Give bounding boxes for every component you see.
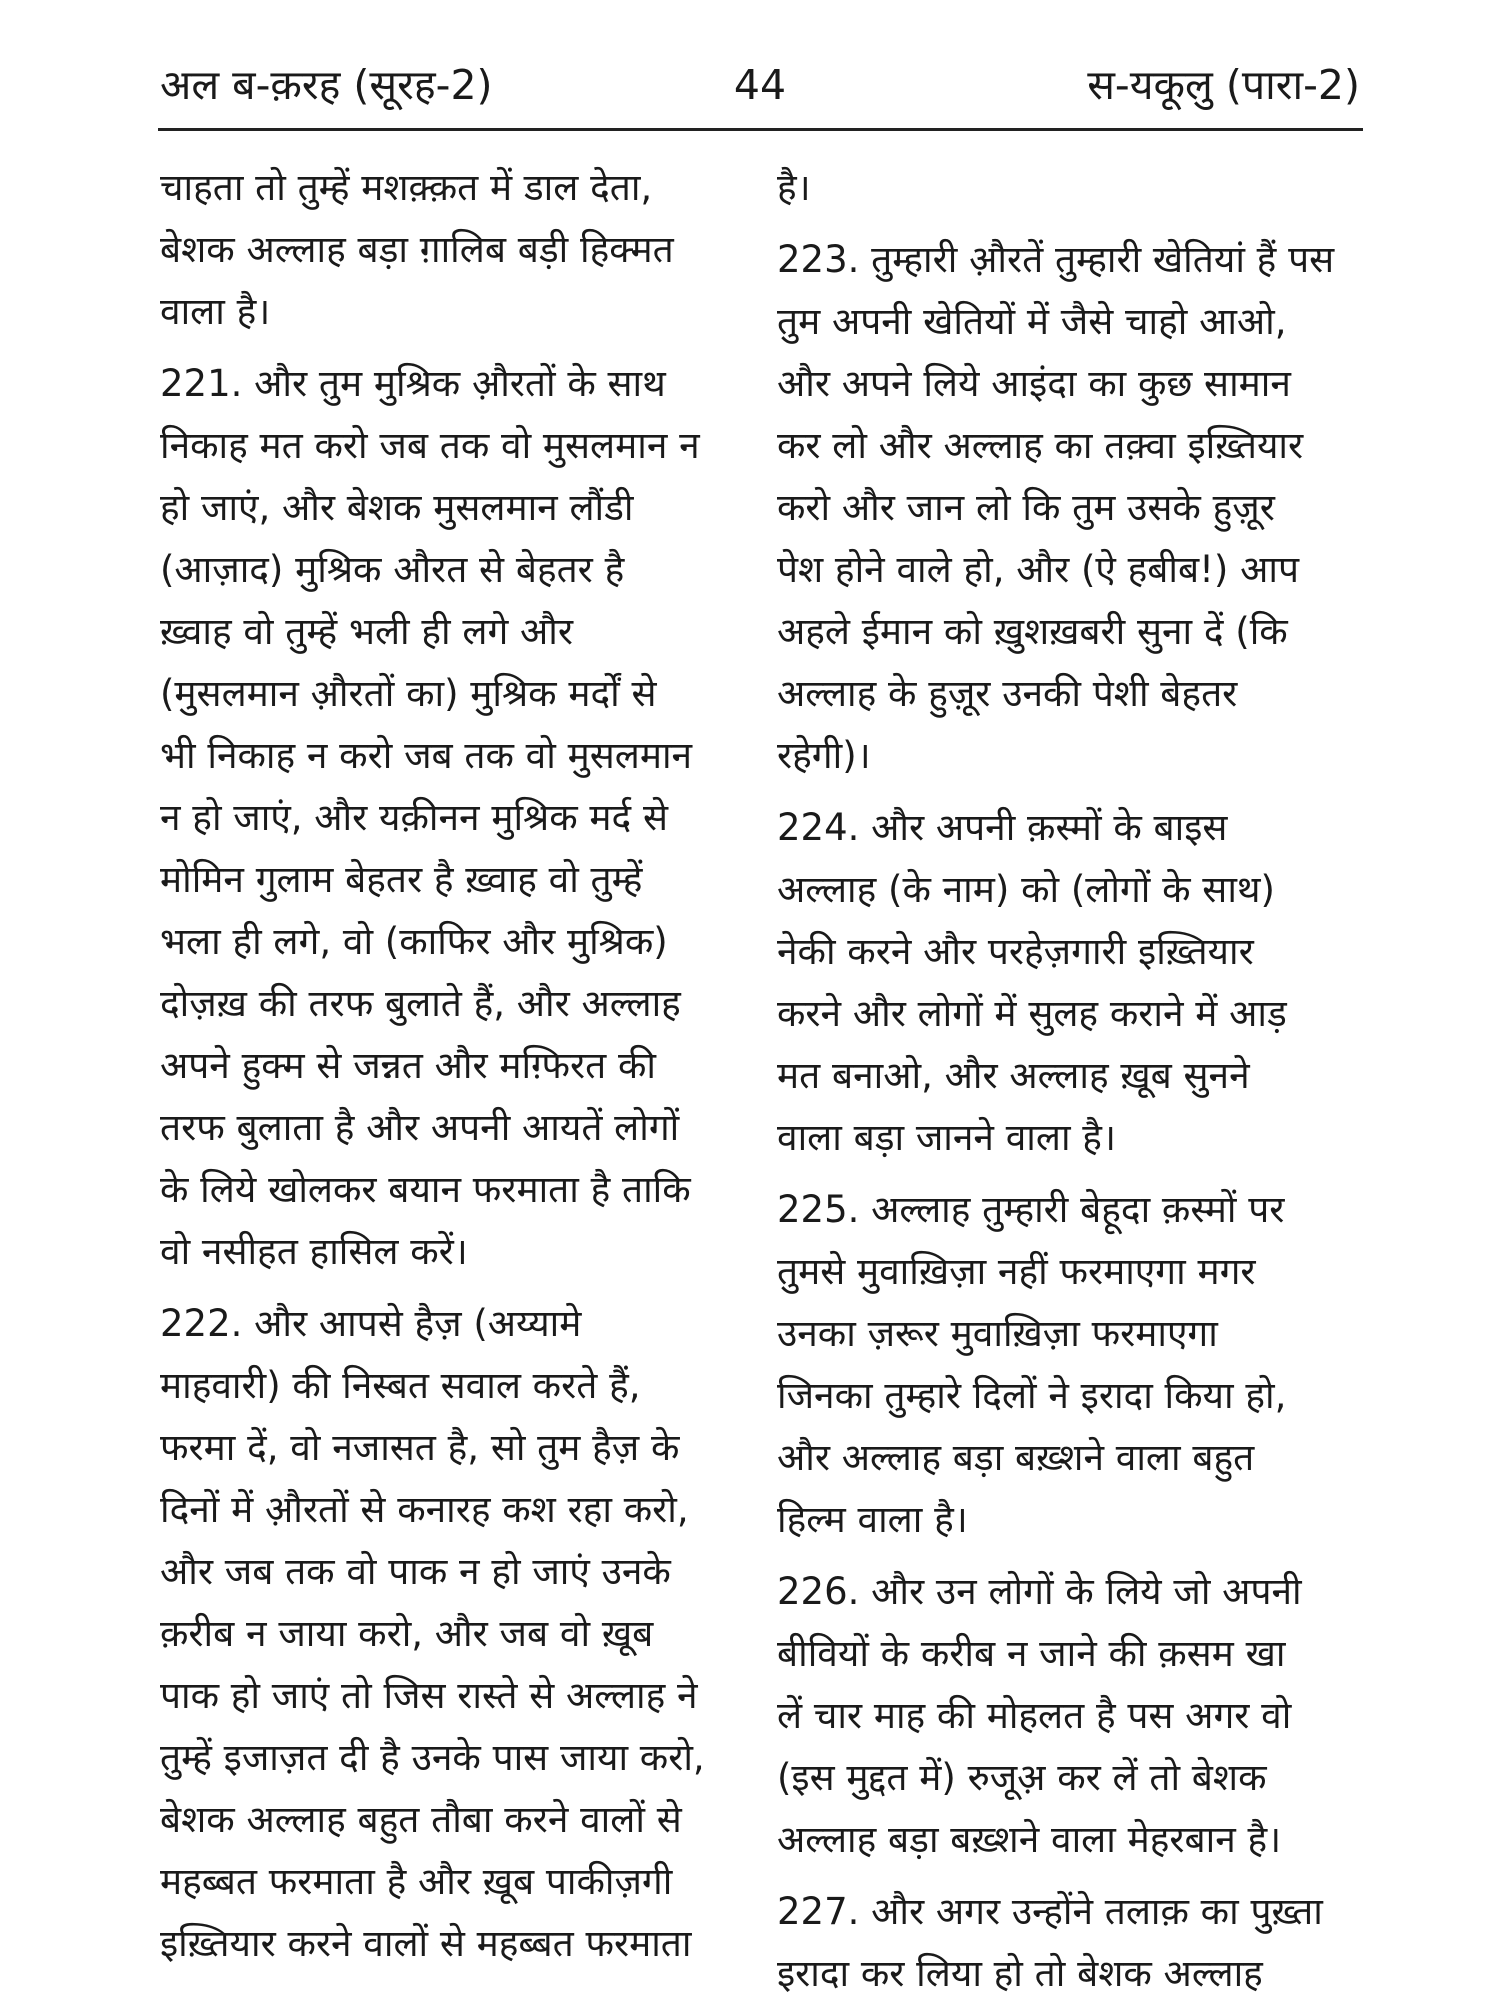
text-line: भी निकाह न करो जब तक वो मुसलमान — [160, 734, 693, 777]
text-line: फरमा दें, वो नजासत है, सो तुम हैज़ के — [160, 1426, 680, 1469]
page-header — [160, 50, 1360, 120]
text-line: अपने हुक्म से जन्नत और मग़्फिरत की — [160, 1044, 656, 1087]
text-line: अहले ईमान को ख़ुशख़बरी सुना दें (कि — [777, 610, 1288, 653]
text-line: के लिये खोलकर बयान फरमाता है ताकि — [160, 1168, 691, 1211]
text-line: तुम्हें इजाज़त दी है उनके पास जाया करो, — [160, 1736, 705, 1779]
text-line: 224. और अपनी क़स्मों के बाइस — [777, 806, 1228, 849]
text-line: भला ही लगे, वो (काफिर और मुश्रिक) — [160, 920, 668, 963]
text-line: (मुसलमान औ़रतों का) मुश्रिक मर्दों से — [160, 672, 657, 715]
text-line: अल्लाह बड़ा बख़्शने वाला मेहरबान है। — [777, 1818, 1282, 1861]
text-line: ख़्वाह वो तुम्हें भली ही लगे और — [160, 610, 574, 653]
header-divider — [158, 128, 1363, 131]
text-line: रहेगी)। — [777, 734, 871, 777]
text-line: बेशक अल्लाह बड़ा ग़ालिब बड़ी हिक्मत — [160, 228, 674, 271]
text-line: न हो जाएं, और यक़ीनन मुश्रिक मर्द से — [160, 796, 668, 839]
text-line: तुमसे मुवाख़िज़ा नहीं फरमाएगा मगर — [777, 1250, 1256, 1293]
page-number: 44 — [733, 61, 787, 109]
text-line: बीवियों के करीब न जाने की क़सम खा — [777, 1632, 1286, 1675]
text-line: वाला है। — [160, 290, 271, 333]
text-line: वाला बड़ा जानने वाला है। — [777, 1116, 1116, 1159]
text-line: पाक हो जाएं तो जिस रास्ते से अल्लाह ने — [160, 1674, 698, 1717]
text-line: करो और जान लो कि तुम उसके हुज़ूर — [777, 486, 1275, 529]
text-line: जिनका तुम्हारे दिलों ने इरादा किया हो, — [777, 1374, 1287, 1417]
text-line: लें चार माह की मोहलत है पस अगर वो — [777, 1694, 1292, 1737]
text-line: 221. और तुम मुश्रिक औ़रतों के साथ — [160, 362, 666, 405]
text-line: और अल्लाह बड़ा बख़्शने वाला बहुत — [777, 1436, 1255, 1479]
text-line: 225. अल्लाह तुम्हारी बेहूदा क़स्मों पर — [777, 1188, 1285, 1231]
text-line: निकाह मत करो जब तक वो मुसलमान न — [160, 424, 700, 467]
text-line: (आज़ाद) मुश्रिक औरत से बेहतर है — [160, 548, 625, 591]
text-line: नेकी करने और परहेज़गारी इख़्तियार — [777, 930, 1254, 973]
text-line: मोमिन गुलाम बेहतर है ख़्वाह वो तुम्हें — [160, 858, 643, 901]
text-line: चाहता तो तुम्हें मशक़्क़त में डाल देता, — [160, 166, 653, 209]
right-text-column — [777, 157, 1363, 2005]
text-line: हो जाएं, और बेशक मुसलमान लौंडी — [160, 486, 634, 529]
text-line: मत बनाओ, और अल्लाह ख़ूब सुनने — [777, 1054, 1250, 1097]
text-line: अल्लाह (के नाम) को (लोगों के साथ) — [777, 868, 1275, 911]
text-line: इरादा कर लिया हो तो बेशक अल्लाह — [777, 1952, 1263, 1995]
text-line: करने और लोगों में सुलह कराने में आड़ — [777, 992, 1287, 1035]
text-line: तरफ बुलाता है और अपनी आयतें लोगों — [160, 1106, 680, 1149]
text-line: 223. तुम्हारी औ़रतें तुम्हारी खेतियां हैं पस — [777, 238, 1335, 281]
text-line: 227. और अगर उन्होंने तलाक़ का पुख़्ता — [777, 1890, 1323, 1933]
text-line: वो नसीहत हासिल करें। — [160, 1230, 468, 1273]
text-line: पेश होने वाले हो, और (ऐ हबीब!) आप — [777, 548, 1299, 591]
text-line: 222. और आपसे हैज़ (अय्यामे — [160, 1302, 582, 1345]
text-line: माहवारी) की निस्बत सवाल करते हैं, — [160, 1364, 641, 1407]
text-line: हिल्म वाला है। — [777, 1498, 968, 1541]
text-line: दिनों में औ़रतों से कनारह कश रहा करो, — [160, 1488, 689, 1531]
left-text-column — [160, 157, 744, 1975]
text-line: और जब तक वो पाक न हो जाएं उनके — [160, 1550, 671, 1593]
text-line: तुम अपनी खेतियों में जैसे चाहो आओ, — [777, 300, 1287, 343]
text-line: (इस मुद्दत में) रुजूअ़ कर लें तो बेशक — [777, 1756, 1267, 1799]
text-line: उनका ज़रूर मुवाख़िज़ा फरमाएगा — [777, 1312, 1218, 1355]
para-title: स-यकूलु (पारा-2) — [1087, 61, 1360, 109]
surah-title: अल ब-क़रह (सूरह-2) — [160, 61, 493, 109]
text-line: अल्लाह के हुज़ूर उनकी पेशी बेहतर — [777, 672, 1238, 715]
text-line: इख़्तियार करने वालों से महब्बत फरमाता — [160, 1922, 692, 1965]
text-line: कर लो और अल्लाह का तक़्वा इख़्तियार — [777, 424, 1304, 467]
text-line: है। — [777, 166, 811, 209]
text-line: महब्बत फरमाता है और ख़ूब पाकीज़गी — [160, 1860, 673, 1903]
text-line: और अपने लिये आइंदा का कुछ सामान — [777, 362, 1291, 405]
text-line: क़रीब न जाया करो, और जब वो ख़ूब — [160, 1612, 654, 1655]
text-line: 226. और उन लोगों के लिये जो अपनी — [777, 1570, 1302, 1613]
text-line: दोज़ख़ की तरफ बुलाते हैं, और अल्लाह — [160, 982, 681, 1025]
text-line: बेशक अल्लाह बहुत तौबा करने वालों से — [160, 1798, 682, 1841]
